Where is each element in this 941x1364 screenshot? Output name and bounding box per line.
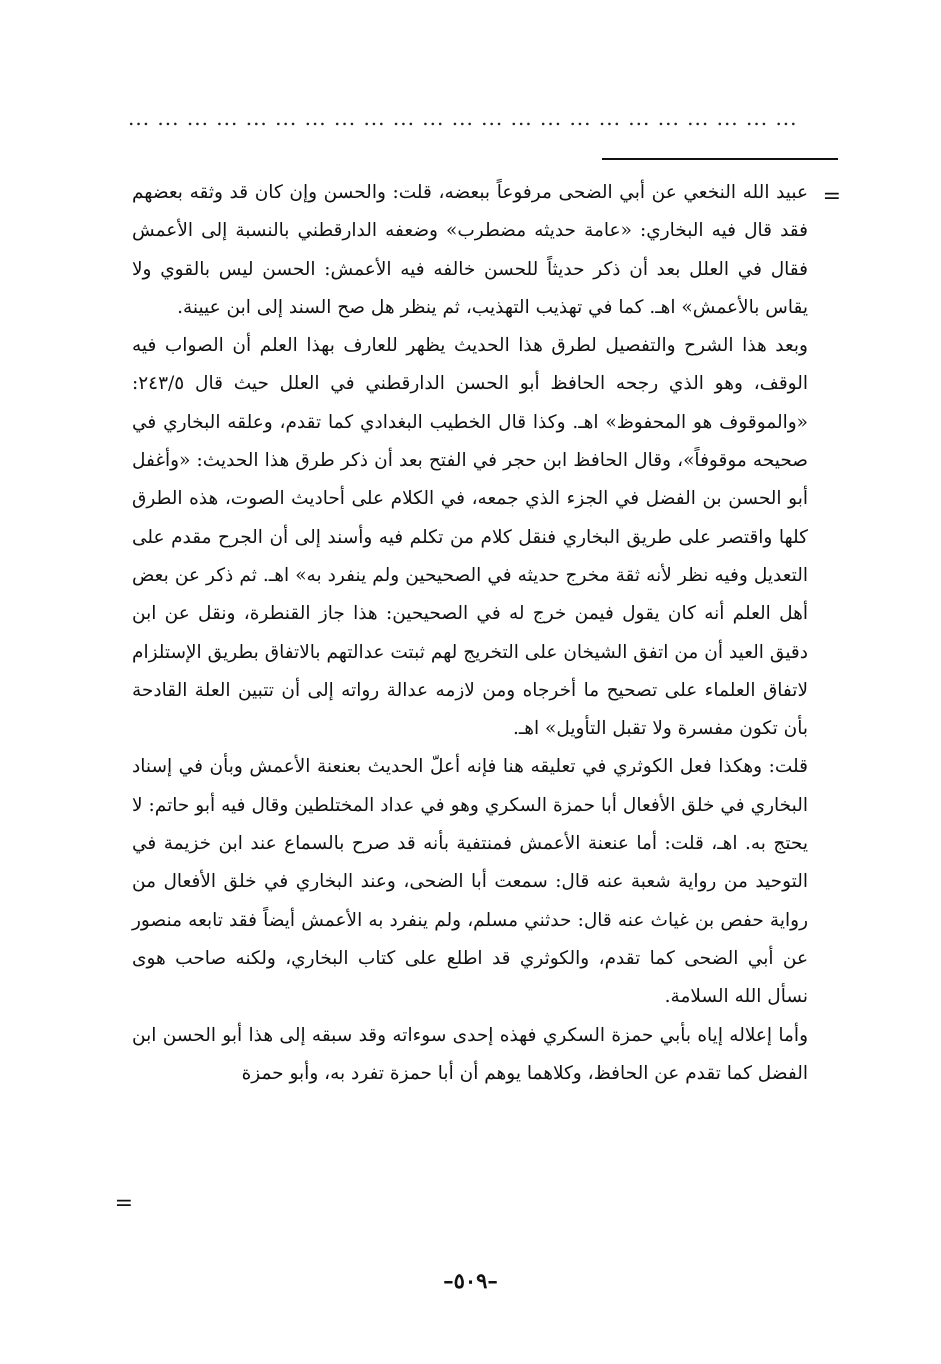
continuation-mark-bottom: = (114, 1191, 133, 1216)
footnote-text (132, 174, 808, 1093)
footnote-separator (602, 158, 838, 160)
paragraph: قلت: وهكذا فعل الكوثري في تعليقه هنا فإنه أعلّ الحديث بعنعنة الأعمش وبأن في إسناد البخاري في خلق الأفعال أبا حمزة السكري وهو في عداد المختلطين وقال فيه أبو حاتم: لا يحتج به. اهـ، قلت: أما عنعنة الأعمش فمنتفية بأنه قد صرح بالسماع عند ابن خزيمة في التوحيد من رواية شعبة عنه قال: سمعت أبا الضحى، وعند البخاري في خلق الأفعال من رواية حفص بن غياث عنه قال: حدثني مسلم، ولم ينفرد به الأعمش أيضاً فقد تابعه منصور عن أبي الضحى كما تقدم، والكوثري قد اطلع على كتاب البخاري، ولكنه صاحب هوى نسأل الله السلامة. (132, 756, 808, 1008)
page-number: –٥٠٩– (443, 1268, 498, 1293)
paragraph: وأما إعلاله إياه بأبي حمزة السكري فهذه إحدى سوءاته وقد سبقه إلى هذا أبو الحسن ابن الفضل كما تقدم عن الحافظ، وكلاهما يوهم أن أبا حمزة تفرد به، وأبو حمزة (132, 1024, 809, 1084)
continuation-mark-top: = (822, 184, 841, 209)
paragraph: عبيد الله النخعي عن أبي الضحى مرفوعاً ببعضه، قلت: والحسن وإن كان قد وثقه بعضهم فقد قال فيه البخاري: «عامة حديثه مضطرب» وضعفه الدارقطني بالنسبة إلى الأعمش فقال في العلل بعد أن ذكر حديثاً للحسن خالفه فيه الأعمش: الحسن ليس بالقوي ولا يقاس بالأعمش» اهـ. كما في تهذيب التهذيب، ثم ينظر هل صح السند إلى ابن عيينة. (132, 182, 808, 318)
header-dotted-line: ... ... ... ... ... ... ... ... ... ... ... ... ... ... ... ... ... ... ... ... ... ... ... (128, 106, 798, 130)
paragraph: وبعد هذا الشرح والتفصيل لطرق هذا الحديث يظهر للعارف بهذا العلم أن الصواب فيه الوقف، وهو الذي رجحه الحافظ أبو الحسن الدارقطني في العلل حيث قال ٢٤٣/٥: «والموقوف هو المحفوظ» اهـ. وكذا قال الخطيب البغدادي كما تقدم، وعلقه البخاري في صحيحه موقوفاً»، وقال الحافظ ابن حجر في الفتح بعد أن ذكر طرق هذا الحديث: «وأغفل أبو الحسن بن الفضل في الجزء الذي جمعه، في الكلام على أحاديث الصوت، هذه الطرق كلها واقتصر على طريق البخاري فنقل كلام من تكلم فيه وأسند إلى أن الجرح مقدم على التعديل وفيه نظر لأنه ثقة مخرج حديثه في الصحيحين ولم ينفرد به» اهـ. ثم ذكر عن بعض أهل العلم أنه كان يقول فيمن خرج له في الصحيحين: هذا جاز القنطرة، ونقل عن ابن دقيق العيد أن من اتفق الشيخان على التخريج لهم ثبتت عدالتهم بالاتفاق بطريق الإستلزام لاتفاق العلماء على تصحيح ما أخرجاه ومن لازمه عدالة رواته إلى أن تتبين العلة القادحة بأن تكون مفسرة ولا تقبل التأويل» اهـ. (132, 335, 808, 740)
